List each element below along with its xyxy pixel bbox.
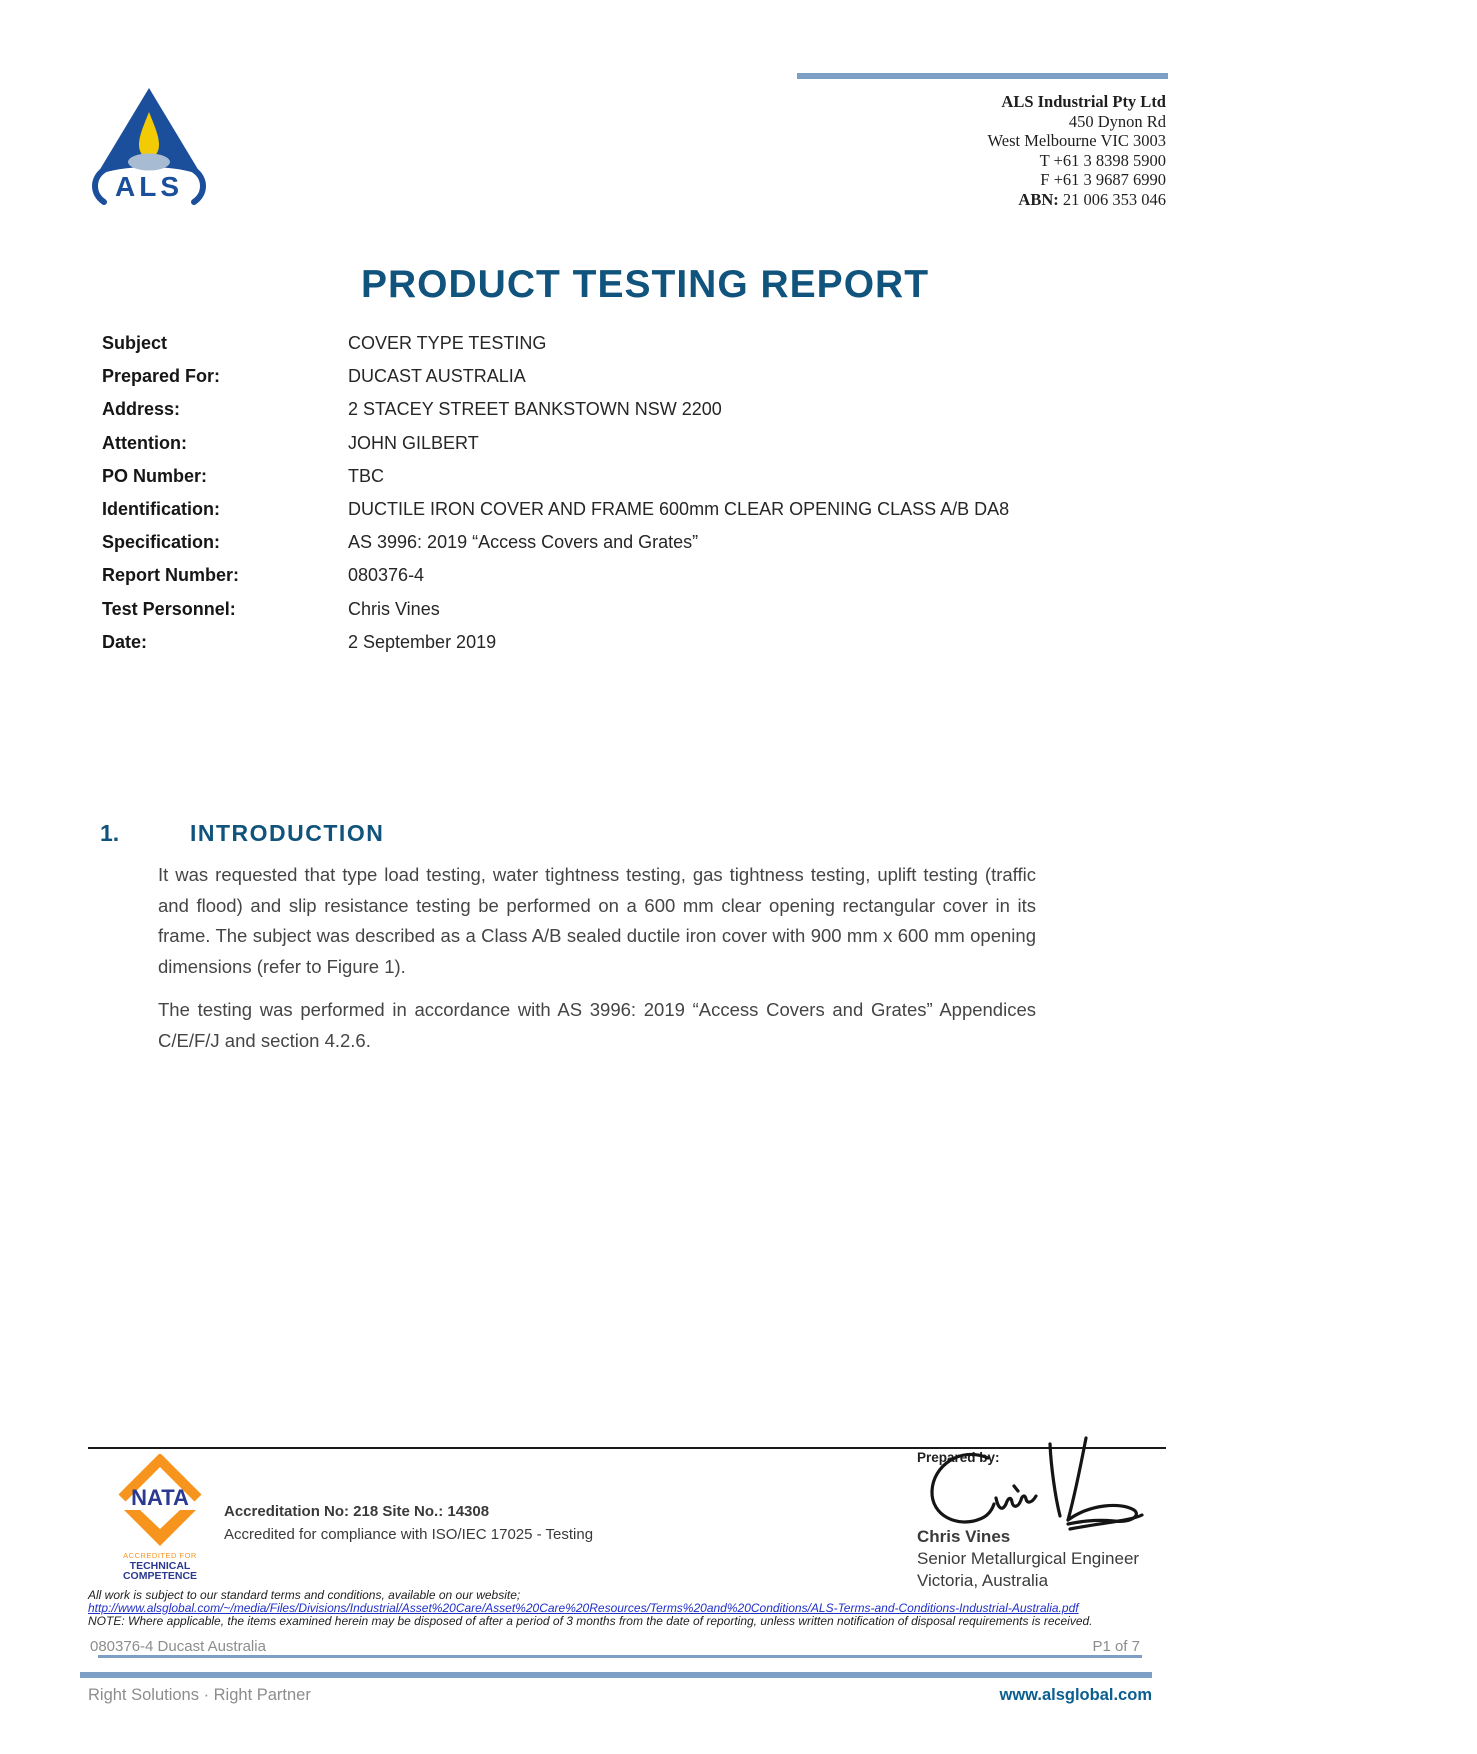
als-logo xyxy=(84,82,214,208)
meta-value: AS 3996: 2019 “Access Covers and Grates” xyxy=(348,532,699,553)
accreditation-compliance: Accredited for compliance with ISO/IEC 17025 - Testing xyxy=(224,1526,594,1543)
als-logo-icon xyxy=(84,82,214,208)
meta-row-test-personnel xyxy=(102,599,1202,632)
intro-paragraph-2: The testing was performed in accordance with AS 3996: 2019 “Access Covers and Grates” Appendices C/E/F/J and section 4.2.6. xyxy=(158,999,1036,1051)
meta-label: Report Number: xyxy=(102,565,240,586)
meta-label: Test Personnel: xyxy=(102,598,236,619)
meta-row-attention xyxy=(102,433,1202,466)
signatory-role: Senior Metallurgical Engineer xyxy=(917,1549,1140,1568)
nata-logo xyxy=(116,1454,204,1580)
report-meta-table xyxy=(102,333,1202,665)
tagline: Right Solutions · Right Partner xyxy=(88,1686,311,1704)
meta-label: PO Number: xyxy=(102,465,208,486)
meta-row-po-number xyxy=(102,466,1202,499)
accreditation-block xyxy=(224,1503,744,1543)
page-title: PRODUCT TESTING REPORT xyxy=(361,263,930,306)
meta-value: DUCTILE IRON COVER AND FRAME 600mm CLEAR OPENING CLASS A/B DA8 xyxy=(348,498,1010,519)
meta-value: COVER TYPE TESTING xyxy=(348,333,547,353)
prepared-by-label: Prepared by: xyxy=(917,1450,1000,1465)
meta-label: Subject xyxy=(102,333,168,353)
signature-icon xyxy=(918,1436,1148,1531)
company-address-line1: 450 Dynon Rd xyxy=(1068,111,1166,131)
report-reference: 080376-4 Ducast Australia xyxy=(90,1638,266,1655)
company-abn xyxy=(760,190,1166,210)
nata-competence: COMPETENCE xyxy=(122,1570,198,1580)
abn-label: ABN: xyxy=(1018,189,1059,209)
section-heading: INTRODUCTION xyxy=(190,820,385,846)
accreditation-number: Accreditation No: 218 Site No.: 14308 xyxy=(224,1503,490,1520)
nata-logo-icon xyxy=(116,1454,204,1580)
abn-value: 21 006 353 046 xyxy=(1058,189,1166,209)
meta-row-address xyxy=(102,399,1202,432)
meta-row-date xyxy=(102,632,1202,665)
company-name: ALS Industrial Pty Ltd xyxy=(1001,92,1166,111)
meta-value: JOHN GILBERT xyxy=(348,432,479,453)
meta-label: Date: xyxy=(102,631,148,652)
meta-value: DUCAST AUSTRALIA xyxy=(348,366,526,387)
meta-value: 2 STACEY STREET BANKSTOWN NSW 2200 xyxy=(348,399,722,420)
meta-value: 2 September 2019 xyxy=(348,631,497,652)
signature xyxy=(918,1436,1148,1531)
page-number: P1 of 7 xyxy=(1092,1638,1140,1655)
signatory-name: Chris Vines xyxy=(917,1527,1011,1546)
meta-row-prepared-for xyxy=(102,366,1202,399)
footer-thick-line xyxy=(80,1672,1152,1678)
nata-logo-text: NATA xyxy=(131,1485,189,1510)
meta-label: Prepared For: xyxy=(102,366,221,387)
signatory-location: Victoria, Australia xyxy=(917,1571,1049,1590)
meta-row-report-number xyxy=(102,565,1202,598)
company-address-line2: West Melbourne VIC 3003 xyxy=(987,131,1166,150)
meta-label: Specification: xyxy=(102,532,221,553)
footer-thin-line xyxy=(98,1655,1142,1658)
intro-paragraph-1: It was requested that type load testing, water tightness testing, gas tightness testing, uplift testing (traffic and flood) and slip resistance testing be performed on a 600 mm clear opening rectangular cover in its frame. The subject was described as a Class A/B sealed ductile iron cover with 900 mm x 600 mm opening dimensions (refer to Figure 1). xyxy=(158,864,1036,977)
meta-row-identification xyxy=(102,499,1202,532)
meta-label: Attention: xyxy=(102,432,187,453)
nata-accredited-for: ACCREDITED FOR xyxy=(123,1551,197,1560)
als-logo-text: ALS xyxy=(115,171,183,202)
meta-label: Identification: xyxy=(102,498,220,519)
website-link[interactable]: www.alsglobal.com xyxy=(999,1686,1152,1704)
meta-row-specification xyxy=(102,532,1202,565)
section-number: 1. xyxy=(100,820,120,846)
terms-link[interactable]: http://www.alsglobal.com/~/media/Files/Divisions/Industrial/Asset%20Care/Asset%20Care%20Resources/Terms%20and%20Conditions/ALS-Terms-and-Conditions-Industrial-Australia.pdf xyxy=(88,1601,1079,1615)
meta-label: Address: xyxy=(102,399,181,420)
header-accent-bar xyxy=(797,73,1168,79)
legal-note-line: NOTE: Where applicable, the items examined herein may be disposed of after a period of 3 months from the date of reporting, unless written notification of disposal requirements is received. xyxy=(88,1614,1093,1628)
meta-row-subject xyxy=(102,333,1202,366)
company-fax: F +61 3 9687 6990 xyxy=(1040,170,1166,189)
nata-technical: TECHNICAL xyxy=(129,1560,191,1572)
company-address-block xyxy=(760,92,1166,209)
company-phone: T +61 3 8398 5900 xyxy=(1039,150,1166,170)
legal-terms-line: All work is subject to our standard terms and conditions, available on our website; xyxy=(88,1588,521,1602)
meta-value: TBC xyxy=(348,465,384,486)
meta-value: Chris Vines xyxy=(348,598,440,619)
meta-value: 080376-4 xyxy=(348,565,425,586)
